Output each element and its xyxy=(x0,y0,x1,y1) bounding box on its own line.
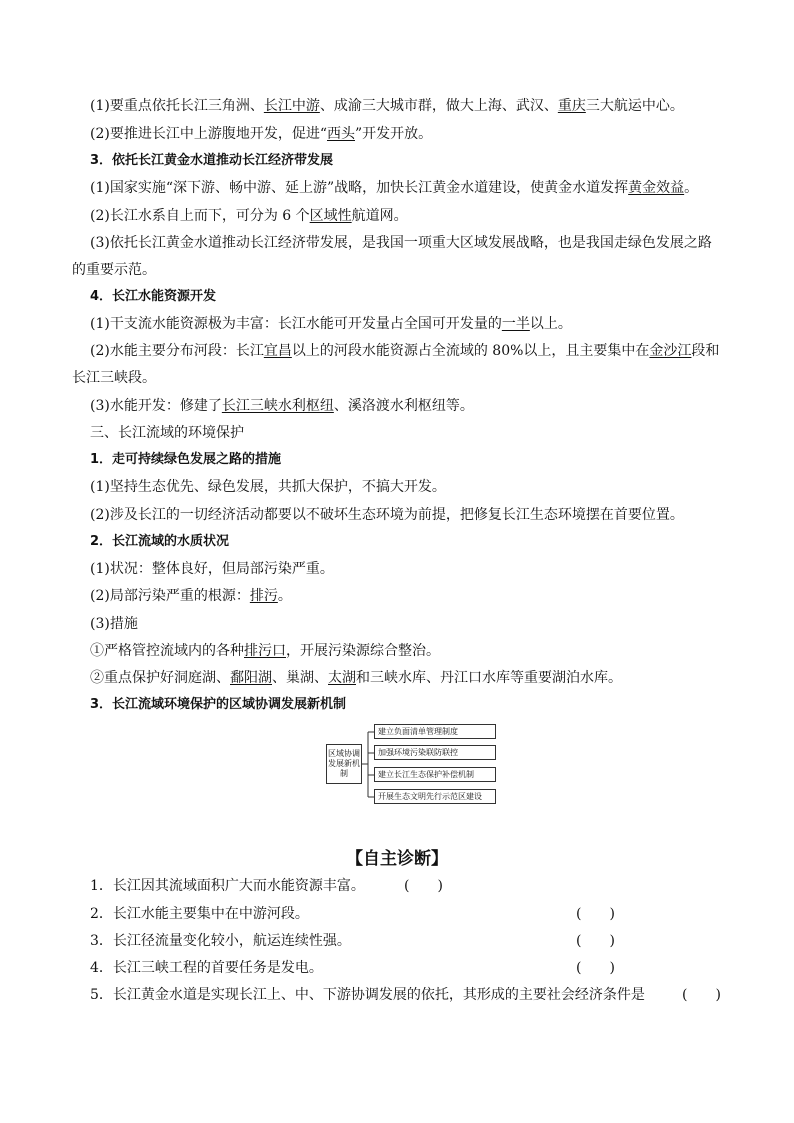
section-title: 【自主诊断】 xyxy=(346,849,448,869)
text-line: (3)依托长江黄金水道推动长江经济带发展，是我国一项重大区域发展战略，也是我国走绿色发展之路 xyxy=(90,235,712,251)
answer-blank[interactable]: ( ) xyxy=(576,960,615,976)
text-line: 的重要示范。 xyxy=(72,262,156,278)
question-item: 3．长江径流量变化较小，航运连续性强。 xyxy=(90,933,351,949)
text-line: (3)水能开发：修建了长江三峡水利枢纽、溪洛渡水利枢纽等。 xyxy=(90,398,474,414)
answer-blank[interactable]: ( ) xyxy=(576,933,615,949)
text-line: (2)涉及长江的一切经济活动都要以不破坏生态环境为前提，把修复长江生态环境摆在首要位置。 xyxy=(90,507,684,523)
subheading: 2．长江流域的水质状况 xyxy=(90,534,230,549)
text-line: 长江三峡段。 xyxy=(72,370,156,386)
mechanism-diagram xyxy=(326,724,498,806)
text-line: ②重点保护好洞庭湖、鄱阳湖、巢湖、太湖和三峡水库、丹江口水库等重要湖泊水库。 xyxy=(90,670,622,686)
text-line: (1)要重点依托长江三角洲、长江中游、成渝三大城市群，做大上海、武汉、重庆三大航运中心。 xyxy=(90,98,684,114)
answer-blank[interactable]: ( ) xyxy=(404,878,443,894)
question-item: 1．长江因其流域面积广大而水能资源丰富。 xyxy=(90,878,365,894)
text-line: (1)状况：整体良好，但局部污染严重。 xyxy=(90,561,334,577)
text-line: (2)要推进长江中上游腹地开发，促进“西头”开发开放。 xyxy=(90,126,433,142)
answer-blank[interactable]: ( ) xyxy=(682,987,721,1003)
subheading: 1．走可持续绿色发展之路的措施 xyxy=(90,452,282,467)
text-line: (1)坚持生态优先、绿色发展，共抓大保护，不搞大开发。 xyxy=(90,479,446,495)
diagram-item: 建立长江生态保护补偿机制 xyxy=(374,767,496,782)
subheading: 3．长江流域环境保护的区域协调发展新机制 xyxy=(90,697,347,712)
question-item: 5．长江黄金水道是实现长江上、中、下游协调发展的依托，其形成的主要社会经济条件是 xyxy=(90,987,645,1003)
subheading: 4．长江水能资源开发 xyxy=(90,289,217,304)
diagram-item: 建立负面清单管理制度 xyxy=(374,724,496,739)
diagram-item: 加强环境污染联防联控 xyxy=(374,745,496,760)
text-line: (3)措施 xyxy=(90,616,138,632)
text-line: ①严格管控流域内的各种排污口，开展污染源综合整治。 xyxy=(90,643,440,659)
answer-blank[interactable]: ( ) xyxy=(576,906,615,922)
text-line: (1)干支流水能资源极为丰富：长江水能可开发量占全国可开发量的一半以上。 xyxy=(90,316,572,332)
diagram-item: 开展生态文明先行示范区建设 xyxy=(374,789,496,804)
text-line: (2)局部污染严重的根源：排污。 xyxy=(90,588,292,604)
question-item: 2．长江水能主要集中在中游河段。 xyxy=(90,906,309,922)
text-line: (2)长江水系自上而下，可分为 6 个区域性航道网。 xyxy=(90,208,408,224)
section-heading: 三、长江流域的环境保护 xyxy=(90,425,244,441)
text-line: (2)水能主要分布河段：长江宜昌以上的河段水能资源占全流域的 80%以上，且主要集中在金沙江段和 xyxy=(90,343,720,359)
question-item: 4．长江三峡工程的首要任务是发电。 xyxy=(90,960,323,976)
diagram-root-box: 区域协调发展新机制 xyxy=(326,744,362,784)
subheading: 3．依托长江黄金水道推动长江经济带发展 xyxy=(90,153,334,168)
text-line: (1)国家实施“深下游、畅中游、延上游”战略，加快长江黄金水道建设，使黄金水道发挥黄金效益。 xyxy=(90,180,699,196)
